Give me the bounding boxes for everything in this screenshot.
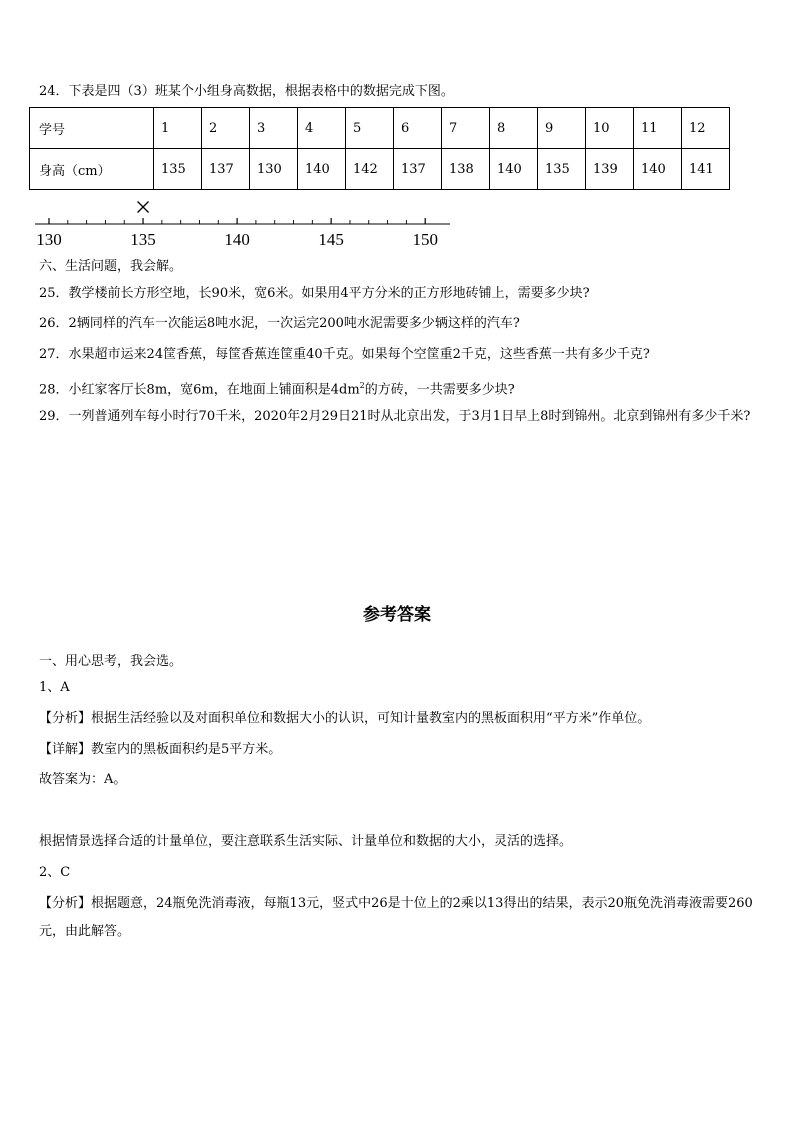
table-cell: 130 [250,149,298,190]
question-28-text: 28．小红家客厅长8m，宽6m，在地面上铺面积是4dm [39,382,360,398]
table-cell: 135 [538,149,586,190]
answer-1-analysis: 【分析】根据生活经验以及对面积单位和数据大小的认识，可知计量教室内的黑板面积用“平方米”作单位。 [39,711,651,726]
tick-label: 140 [224,230,250,249]
table-row-ids [30,108,730,149]
table-cell: 135 [154,149,202,190]
table-cell: 140 [490,149,538,190]
table-cell: 3 [250,108,298,149]
question-28 [39,378,515,398]
table-cell: 141 [682,149,730,190]
table-cell: 11 [634,108,682,149]
tick-label: 145 [318,230,344,249]
row-header-id: 学号 [30,108,154,149]
superscript: 2 [359,381,365,390]
table-cell: 8 [490,108,538,149]
table-cell: 6 [394,108,442,149]
table-cell: 137 [202,149,250,190]
question-28-text-end: 的方砖，一共需要多少块? [364,382,515,398]
table-cell: 137 [394,149,442,190]
question-24: 24．下表是四（3）班某个小组身高数据，根据表格中的数据完成下图。 [39,84,454,99]
table-cell: 142 [346,149,394,190]
row-header-height: 身高（cm） [30,149,154,190]
answer-2-analysis: 【分析】根据题意，24瓶免洗消毒液，每瓶13元，竖式中26是十位上的2乘以13得出的结果，表示20瓶免洗消毒液需要260元，由此解答。 [39,896,753,939]
table-cell: 140 [298,149,346,190]
table-cell: 138 [442,149,490,190]
tick-label: 130 [36,230,62,249]
table-cell: 12 [682,108,730,149]
table-cell: 1 [154,108,202,149]
table-cell: 2 [202,108,250,149]
table-cell: 9 [538,108,586,149]
table-cell: 4 [298,108,346,149]
table-row-heights [30,149,730,190]
table-cell: 139 [586,149,634,190]
table-cell: 7 [442,108,490,149]
question-25: 25．教学楼前长方形空地，长90米，宽6米。如果用4平方分米的正方形地砖铺上，需要多少块? [39,286,590,301]
number-line [30,196,460,250]
answer-1: 1、A [39,680,70,695]
table-cell: 140 [634,149,682,190]
height-table [29,107,730,190]
table-cell: 5 [346,108,394,149]
answer-1-result: 故答案为：A。 [39,772,127,787]
answer-2: 2、C [39,865,71,880]
question-29: 29．一列普通列车每小时行70千米，2020年2月29日21时从北京出发，于3月1日早上8时到锦州。北京到锦州有多少千米? [39,409,751,424]
tick-label: 135 [130,230,156,249]
section-6-heading: 六、生活问题，我会解。 [39,259,183,274]
answers-title: 参考答案 [363,605,431,625]
question-26: 26．2辆同样的汽车一次能运8吨水泥，一次运完200吨水泥需要多少辆这样的汽车? [39,316,520,331]
question-27: 27．水果超市运来24筐香蕉，每筐香蕉连筐重40千克。如果每个空筐重2千克，这些香蕉一共有多少千克? [39,347,650,362]
answers-section-1: 一、用心思考，我会选。 [39,654,183,669]
table-cell: 10 [586,108,634,149]
answer-1-detail: 【详解】教室内的黑板面积约是5平方米。 [39,742,282,757]
tick-label: 150 [412,230,438,249]
answer-1-note: 根据情景选择合适的计量单位，要注意联系生活实际、计量单位和数据的大小，灵活的选择。 [39,834,573,849]
